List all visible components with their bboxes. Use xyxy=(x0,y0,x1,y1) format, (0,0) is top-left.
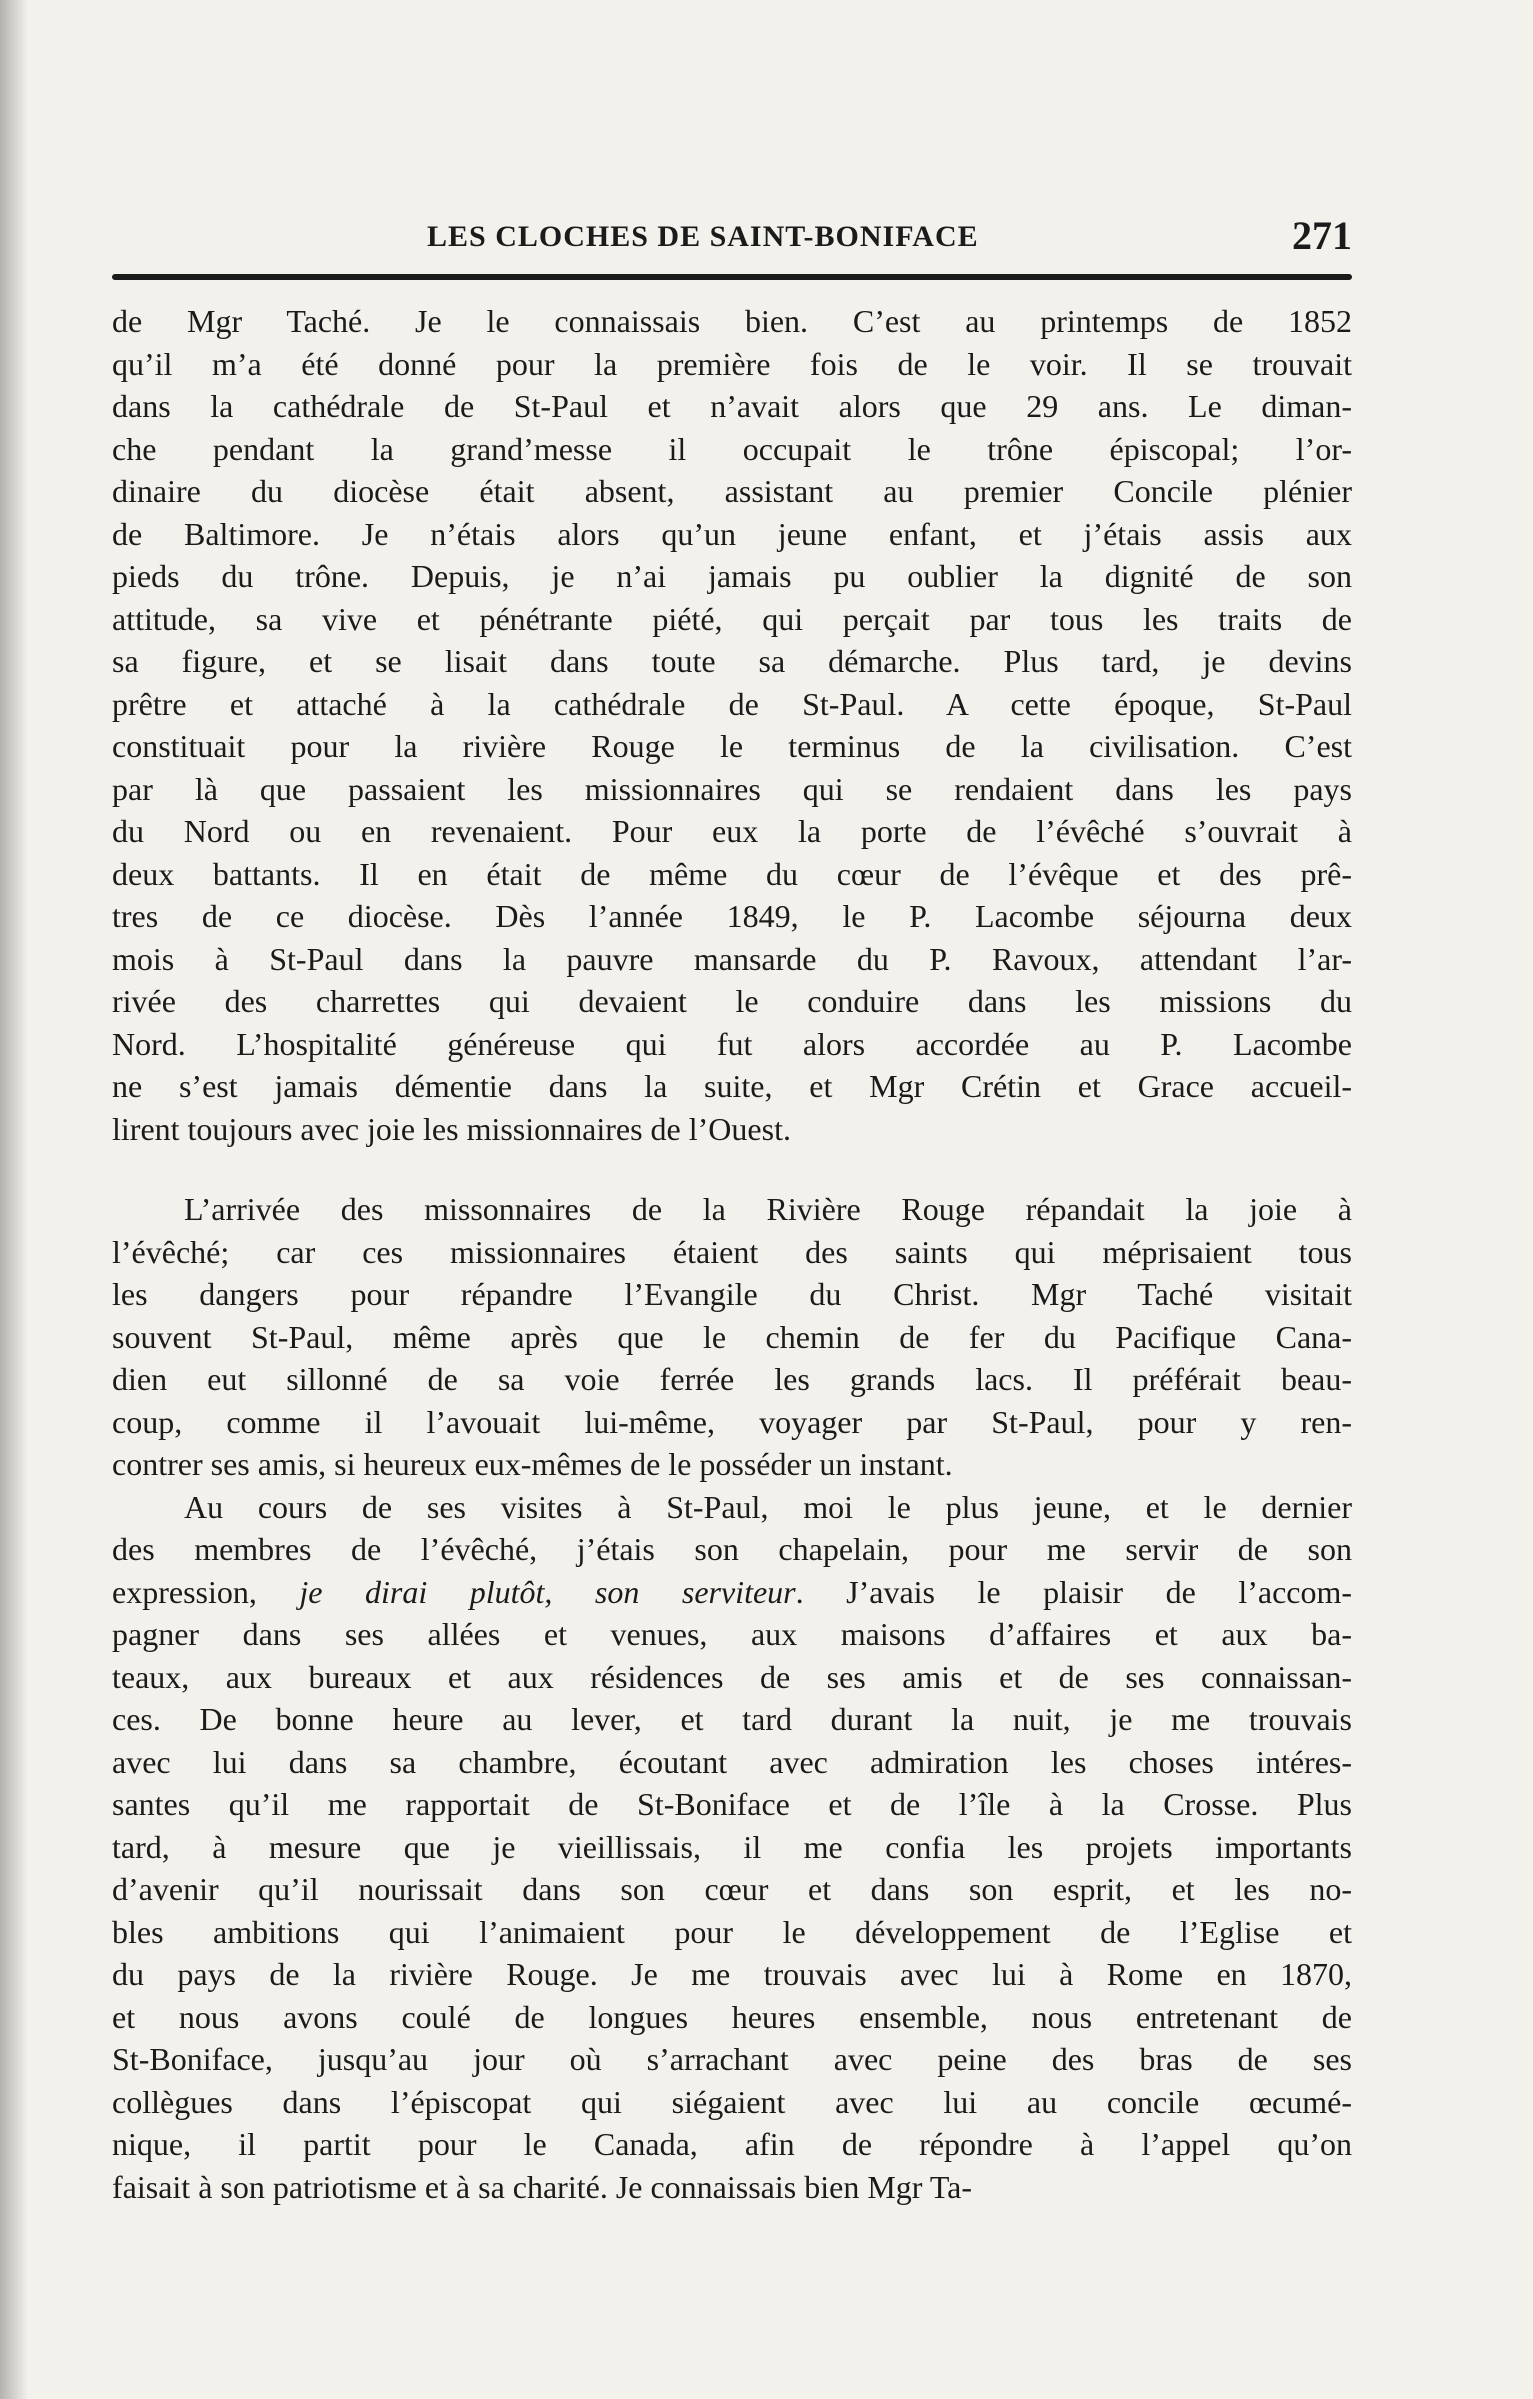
italic-phrase: je dirai plutôt, son serviteur xyxy=(299,1573,796,1610)
text-line: Au cours de ses visites à St-Paul, moi le plus jeune, et le dernier xyxy=(184,1488,1352,1525)
text-line: et nous avons coulé de longues heures ensemble, nous entretenant de xyxy=(112,1998,1352,2035)
text-line: dans la cathédrale de St-Paul et n’avait alors que 29 ans. Le diman- xyxy=(112,388,1352,424)
text-line: St-Boniface, jusqu’au jour où s’arrachant avec peine des bras de ses xyxy=(112,2041,1352,2077)
text-line: faisait à son patriotisme et à sa charité. Je connaissais bien Mgr Ta- xyxy=(112,2168,973,2205)
text-line: tard, à mesure que je vieillissais, il me confia les projets importants xyxy=(112,1828,1352,1865)
text-line: pagner dans ses allées et venues, aux maisons d’affaires et aux ba- xyxy=(112,1616,1352,1652)
text-line: qu’il m’a été donné pour la première fois de le voir. Il se trouvait xyxy=(112,345,1352,382)
page-edge-shadow xyxy=(0,0,28,2399)
text-line: d’avenir qu’il nourissait dans son cœur et dans son esprit, et les no- xyxy=(112,1871,1352,1907)
page-number: 271 xyxy=(1292,213,1352,258)
running-title: LES CLOCHES DE SAINT-BONIFACE xyxy=(427,220,979,253)
text-line: deux battants. Il en était de même du cœur de l’évêque et des prê- xyxy=(112,855,1352,892)
text-line: des membres de l’évêché, j’étais son chapelain, pour me servir de son xyxy=(112,1531,1352,1567)
text-line: rivée des charrettes qui devaient le conduire dans les missions du xyxy=(112,983,1352,1019)
text-line: L’arrivée des missonnaires de la Rivière Rouge répandait la joie à xyxy=(184,1191,1352,1227)
text-line: ne s’est jamais démentie dans la suite, et Mgr Crétin et Grace accueil- xyxy=(112,1068,1352,1104)
text-line: contrer ses amis, si heureux eux-mêmes de le posséder un instant. xyxy=(112,1446,953,1482)
text-line: du Nord ou en revenaient. Pour eux la porte de l’évêché s’ouvrait à xyxy=(112,813,1352,849)
text-line: coup, comme il l’avouait lui-même, voyager par St-Paul, pour y ren- xyxy=(112,1403,1352,1440)
text-line: tres de ce diocèse. Dès l’année 1849, le P. Lacombe séjourna deux xyxy=(112,898,1352,934)
text-line: ces. De bonne heure au lever, et tard durant la nuit, je me trouvais xyxy=(112,1701,1352,1737)
text-line: sa figure, et se lisait dans toute sa démarche. Plus tard, je devins xyxy=(112,643,1352,679)
text-line: attitude, sa vive et pénétrante piété, qui perçait par tous les traits de xyxy=(112,600,1352,637)
header-rule xyxy=(112,274,1352,280)
text-line: dinaire du diocèse était absent, assistant au premier Concile plénier xyxy=(112,473,1352,509)
text-line: par là que passaient les missionnaires qui se rendaient dans les pays xyxy=(112,770,1352,807)
text-line: collègues dans l’épiscopat qui siégaient avec lui au concile œcumé- xyxy=(112,2083,1352,2120)
text-line: les dangers pour répandre l’Evangile du Christ. Mgr Taché visitait xyxy=(112,1276,1352,1312)
text-line: pieds du trône. Depuis, je n’ai jamais pu oublier la dignité de son xyxy=(112,558,1352,594)
text-line: che pendant la grand’messe il occupait le trône épiscopal; l’or- xyxy=(112,430,1352,467)
text-line: constituait pour la rivière Rouge le terminus de la civilisation. C’est xyxy=(112,728,1352,764)
text-line: de Mgr Taché. Je le connaissais bien. C’est au printemps de 1852 xyxy=(112,303,1352,339)
text-line: avec lui dans sa chambre, écoutant avec admiration les choses intéres- xyxy=(112,1743,1352,1780)
text-line: prêtre et attaché à la cathédrale de St-Paul. A cette époque, St-Paul xyxy=(112,685,1352,722)
text-line: teaux, aux bureaux et aux résidences de ses amis et de ses connaissan- xyxy=(112,1658,1352,1695)
paragraph xyxy=(112,1486,1352,2209)
text-line: mois à St-Paul dans la pauvre mansarde du P. Ravoux, attendant l’ar- xyxy=(112,940,1352,977)
paragraph-gap xyxy=(112,1150,1352,1188)
paragraph xyxy=(112,1188,1352,1486)
text-line: l’évêché; car ces missionnaires étaient des saints qui méprisaient tous xyxy=(112,1233,1352,1270)
text-line: de Baltimore. Je n’étais alors qu’un jeune enfant, et j’étais assis aux xyxy=(112,515,1352,552)
text-line: souvent St-Paul, même après que le chemin de fer du Pacifique Cana- xyxy=(112,1318,1352,1355)
page-header xyxy=(112,212,1352,272)
text-line: du pays de la rivière Rouge. Je me trouvais avec lui à Rome en 1870, xyxy=(112,1956,1352,1992)
text-line: expression, je dirai plutôt, son serviteur. J’avais le plaisir de l’accom- xyxy=(112,1573,1352,1610)
text-line: Nord. L’hospitalité généreuse qui fut alors accordée au P. Lacombe xyxy=(112,1025,1352,1062)
text-line: dien eut sillonné de sa voie ferrée les grands lacs. Il préférait beau- xyxy=(112,1361,1352,1397)
text-line: nique, il partit pour le Canada, afin de répondre à l’appel qu’on xyxy=(112,2126,1352,2162)
text-line: santes qu’il me rapportait de St-Boniface et de l’île à la Crosse. Plus xyxy=(112,1786,1352,1822)
body-text xyxy=(112,300,1352,2208)
paragraph xyxy=(112,300,1352,1150)
text-line: lirent toujours avec joie les missionnaires de l’Ouest. xyxy=(112,1110,791,1147)
text-line: bles ambitions qui l’animaient pour le développement de l’Eglise et xyxy=(112,1913,1352,1950)
